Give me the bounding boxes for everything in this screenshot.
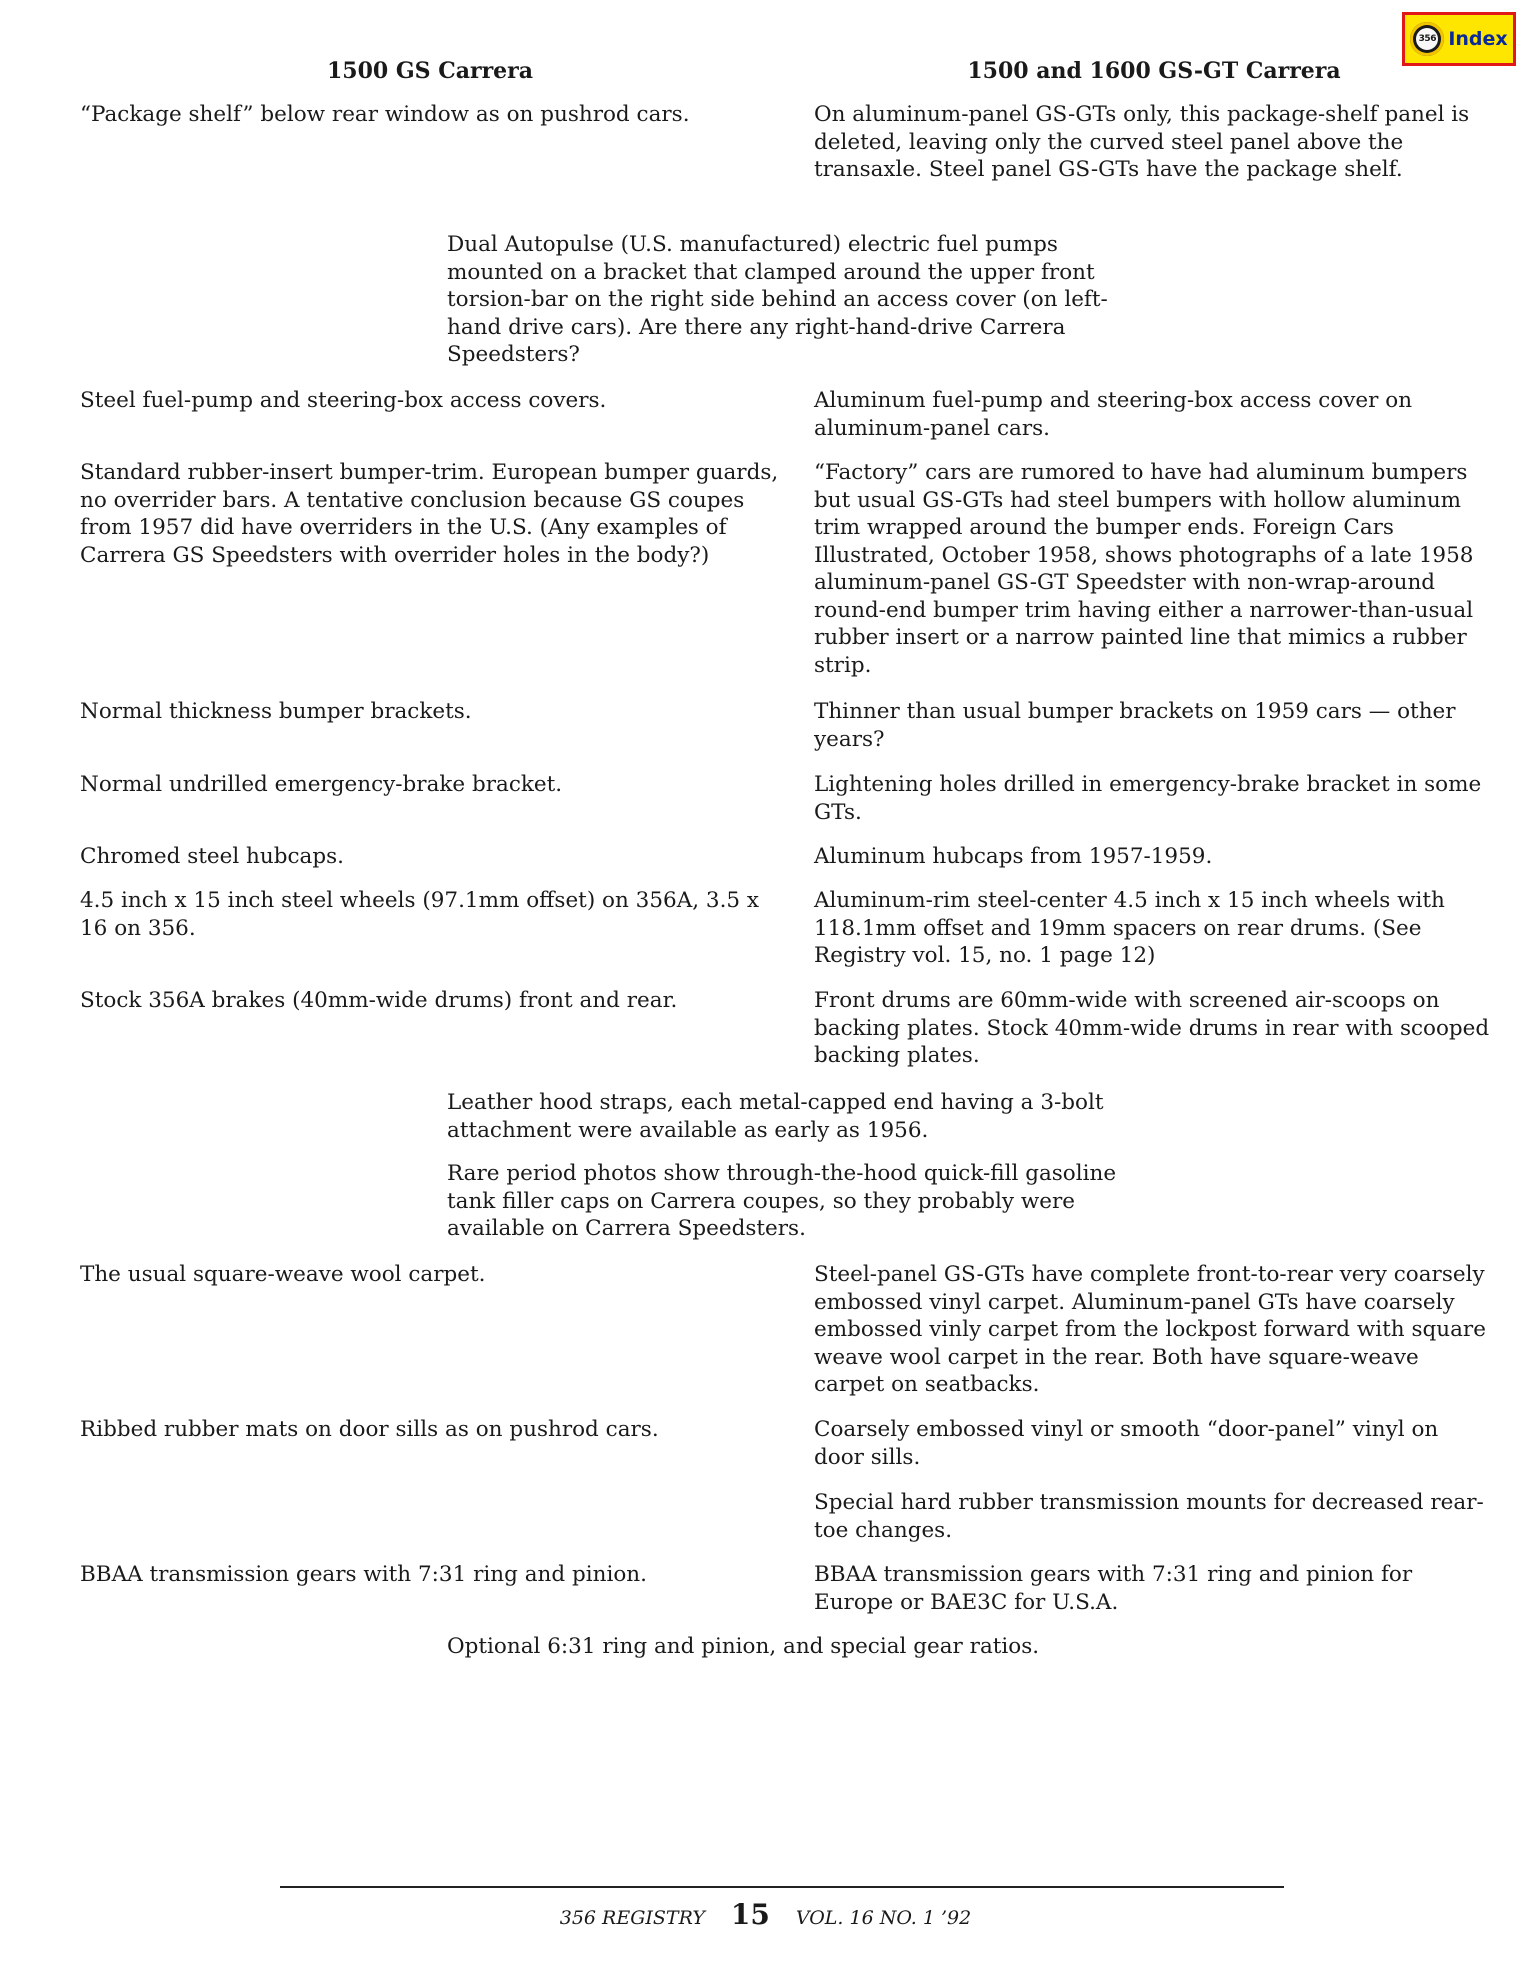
row-filler-caps-center: Rare period photos show through-the-hood quick-fill gasoline tank filler caps on Carrera coupes, so they probably were available on Carrera Speedsters. — [447, 1161, 1117, 1241]
356-logo-icon — [1410, 22, 1444, 56]
row-fuel-pumps-center: Dual Autopulse (U.S. manufactured) electric fuel pumps mounted on a bracket that clamped around the upper front torsion-bar on the right side behind an access cover (on left-hand drive cars). Are there any right-hand-drive Carrera Speedsters? — [447, 232, 1108, 367]
row-ebrake-right: Lightening holes drilled in emergency-brake bracket in some GTs. — [814, 772, 1482, 825]
row-bumper-trim-left: Standard rubber-insert bumper-trim. European bumper guards, no overrider bars. A tentative conclusion because GS coupes from 1957 did have overriders in the U.S. (Any examples of Carrera GS Speedsters with overrider holes in the body?) — [80, 460, 779, 568]
row-bumper-brackets-left: Normal thickness bumper brackets. — [80, 699, 472, 724]
right-column-heading: 1500 and 1600 GS-GT Carrera — [967, 58, 1341, 84]
row-wheels-left: 4.5 inch x 15 inch steel wheels (97.1mm offset) on 356A, 3.5 x 16 on 356. — [80, 888, 760, 941]
logo-text: 356 — [1416, 28, 1438, 50]
footer-rule — [280, 1886, 1284, 1888]
row-brakes-right: Front drums are 60mm-wide with screened air-scoops on backing plates. Stock 40mm-wide drums in rear with scooped backing plates. — [814, 988, 1490, 1068]
row-carpet-right: Steel-panel GS-GTs have complete front-to-rear very coarsely embossed vinyl carpet. Aluminum-panel GTs have coarsely embossed vinly carpet from the lockpost forward with square weave wool carpet in the rear. Both have square-weave carpet on seatbacks. — [814, 1262, 1486, 1397]
page-number: 15 — [730, 1898, 770, 1931]
row-hood-straps-center: Leather hood straps, each metal-capped end having a 3-bolt attachment were available as early as 1956. — [447, 1090, 1104, 1143]
row-package-shelf-left: “Package shelf” below rear window as on pushrod cars. — [80, 102, 690, 127]
row-bumper-trim-right: “Factory” cars are rumored to have had aluminum bumpers but usual GS-GTs had steel bumpers with hollow aluminum trim wrapped around the bumper ends. Foreign Cars Illustrated, October 1958, shows photographs of a late 1958 aluminum-panel GS-GT Speedster with non-wrap-around round-end bumper trim having either a narrower-than-usual rubber insert or a narrow painted line that mimics a rubber strip. — [814, 460, 1474, 678]
left-column-heading: 1500 GS Carrera — [326, 58, 533, 84]
row-access-covers-right: Aluminum fuel-pump and steering-box access cover on aluminum-panel cars. — [814, 388, 1413, 441]
row-trans-mounts-right: Special hard rubber transmission mounts for decreased rear-toe changes. — [814, 1490, 1484, 1543]
index-label: Index — [1448, 28, 1508, 50]
row-hubcaps-left: Chromed steel hubcaps. — [80, 844, 345, 869]
row-hubcaps-right: Aluminum hubcaps from 1957-1959. — [814, 844, 1213, 869]
page-footer — [0, 1898, 1531, 1931]
row-optional-ratios-center: Optional 6:31 ring and pinion, and special gear ratios. — [447, 1634, 1040, 1659]
row-gears-left: BBAA transmission gears with 7:31 ring and pinion. — [80, 1562, 647, 1587]
row-door-sills-left: Ribbed rubber mats on door sills as on pushrod cars. — [80, 1417, 659, 1442]
footer-issue: VOL. 16 NO. 1 ’92 — [795, 1907, 972, 1929]
row-ebrake-left: Normal undrilled emergency-brake bracket. — [80, 772, 563, 797]
row-door-sills-right: Coarsely embossed vinyl or smooth “door-panel” vinyl on door sills. — [814, 1417, 1439, 1470]
row-access-covers-left: Steel fuel-pump and steering-box access covers. — [80, 388, 607, 413]
row-carpet-left: The usual square-weave wool carpet. — [80, 1262, 486, 1287]
row-bumper-brackets-right: Thinner than usual bumper brackets on 1959 cars — other years? — [814, 699, 1456, 752]
row-package-shelf-right: On aluminum-panel GS-GTs only, this package-shelf panel is deleted, leaving only the curved steel panel above the transaxle. Steel panel GS-GTs have the package shelf. — [814, 102, 1470, 182]
footer-publication: 356 REGISTRY — [559, 1907, 705, 1929]
row-brakes-left: Stock 356A brakes (40mm-wide drums) front and rear. — [80, 988, 678, 1013]
row-wheels-right: Aluminum-rim steel-center 4.5 inch x 15 inch wheels with 118.1mm offset and 19mm spacers on rear drums. (See Registry vol. 15, no. 1 page 12) — [814, 888, 1445, 968]
row-gears-right: BBAA transmission gears with 7:31 ring and pinion for Europe or BAE3C for U.S.A. — [814, 1562, 1413, 1615]
